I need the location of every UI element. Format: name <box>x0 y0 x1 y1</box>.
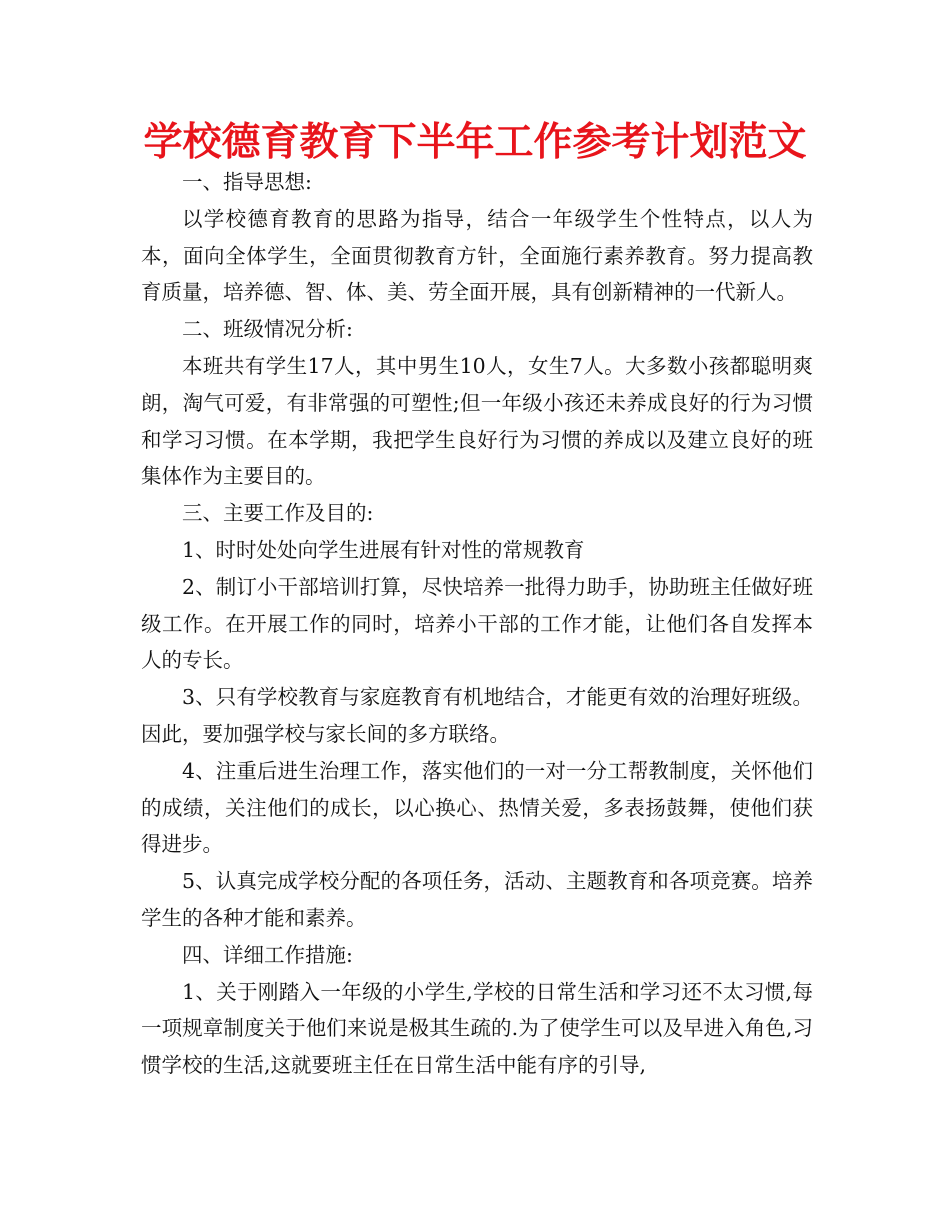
paragraph: 2、制订小干部培训打算，尽快培养一批得力助手，协助班主任做好班级工作。在开展工作的同时，培养小干部的工作才能，让他们各自发挥本人的专长。 <box>141 574 813 673</box>
paragraph: 5、认真完成学校分配的各项任务，活动、主题教育和各项竞赛。培养学生的各种才能和素养。 <box>141 869 813 930</box>
paragraph: 以学校德育教育的思路为指导，结合一年级学生个性特点，以人为本，面向全体学生，全面贯彻教育方针，全面施行素养教育。努力提高教育质量，培养德、智、体、美、劳全面开展，具有创新精神的一代新人。 <box>141 206 813 305</box>
document-body <box>141 164 813 1084</box>
paragraph: 本班共有学生17人，其中男生10人，女生7人。大多数小孩都聪明爽朗，淘气可爱，有非常强的可塑性;但一年级小孩还未养成良好的行为习惯和学习习惯。在本学期，我把学生良好行为习惯的养成以及建立良好的班集体作为主要目的。 <box>141 353 813 489</box>
paragraph: 1、时时处处向学生进展有针对性的常规教育 <box>182 537 585 562</box>
paragraph: 3、只有学校教育与家庭教育有机地结合，才能更有效的治理好班级。因此，要加强学校与家长间的多方联络。 <box>141 685 813 746</box>
paragraph-heading-main-work: 三、主要工作及目的: <box>182 501 374 526</box>
document-title: 学校德育教育下半年工作参考计划范文 <box>143 120 807 165</box>
paragraph: 1、关于刚踏入一年级的小学生,学校的日常生活和学习还不太习惯,每一项规章制度关于他们来说是极其生疏的.为了使学生可以及早进入角色,习惯学校的生活,这就要班主任在日常生活中能有序的引导, <box>141 979 813 1078</box>
paragraph-heading-class-analysis: 二、班级情况分析: <box>182 317 353 342</box>
paragraph-heading-measures: 四、详细工作措施: <box>182 942 353 967</box>
paragraph-heading-guiding-thought: 一、指导思想: <box>182 170 312 194</box>
paragraph: 4、注重后进生治理工作，落实他们的一对一分工帮教制度，关怀他们的成绩，关注他们的成长，以心换心、热情关爱，多表扬鼓舞，使他们获得进步。 <box>141 758 813 857</box>
